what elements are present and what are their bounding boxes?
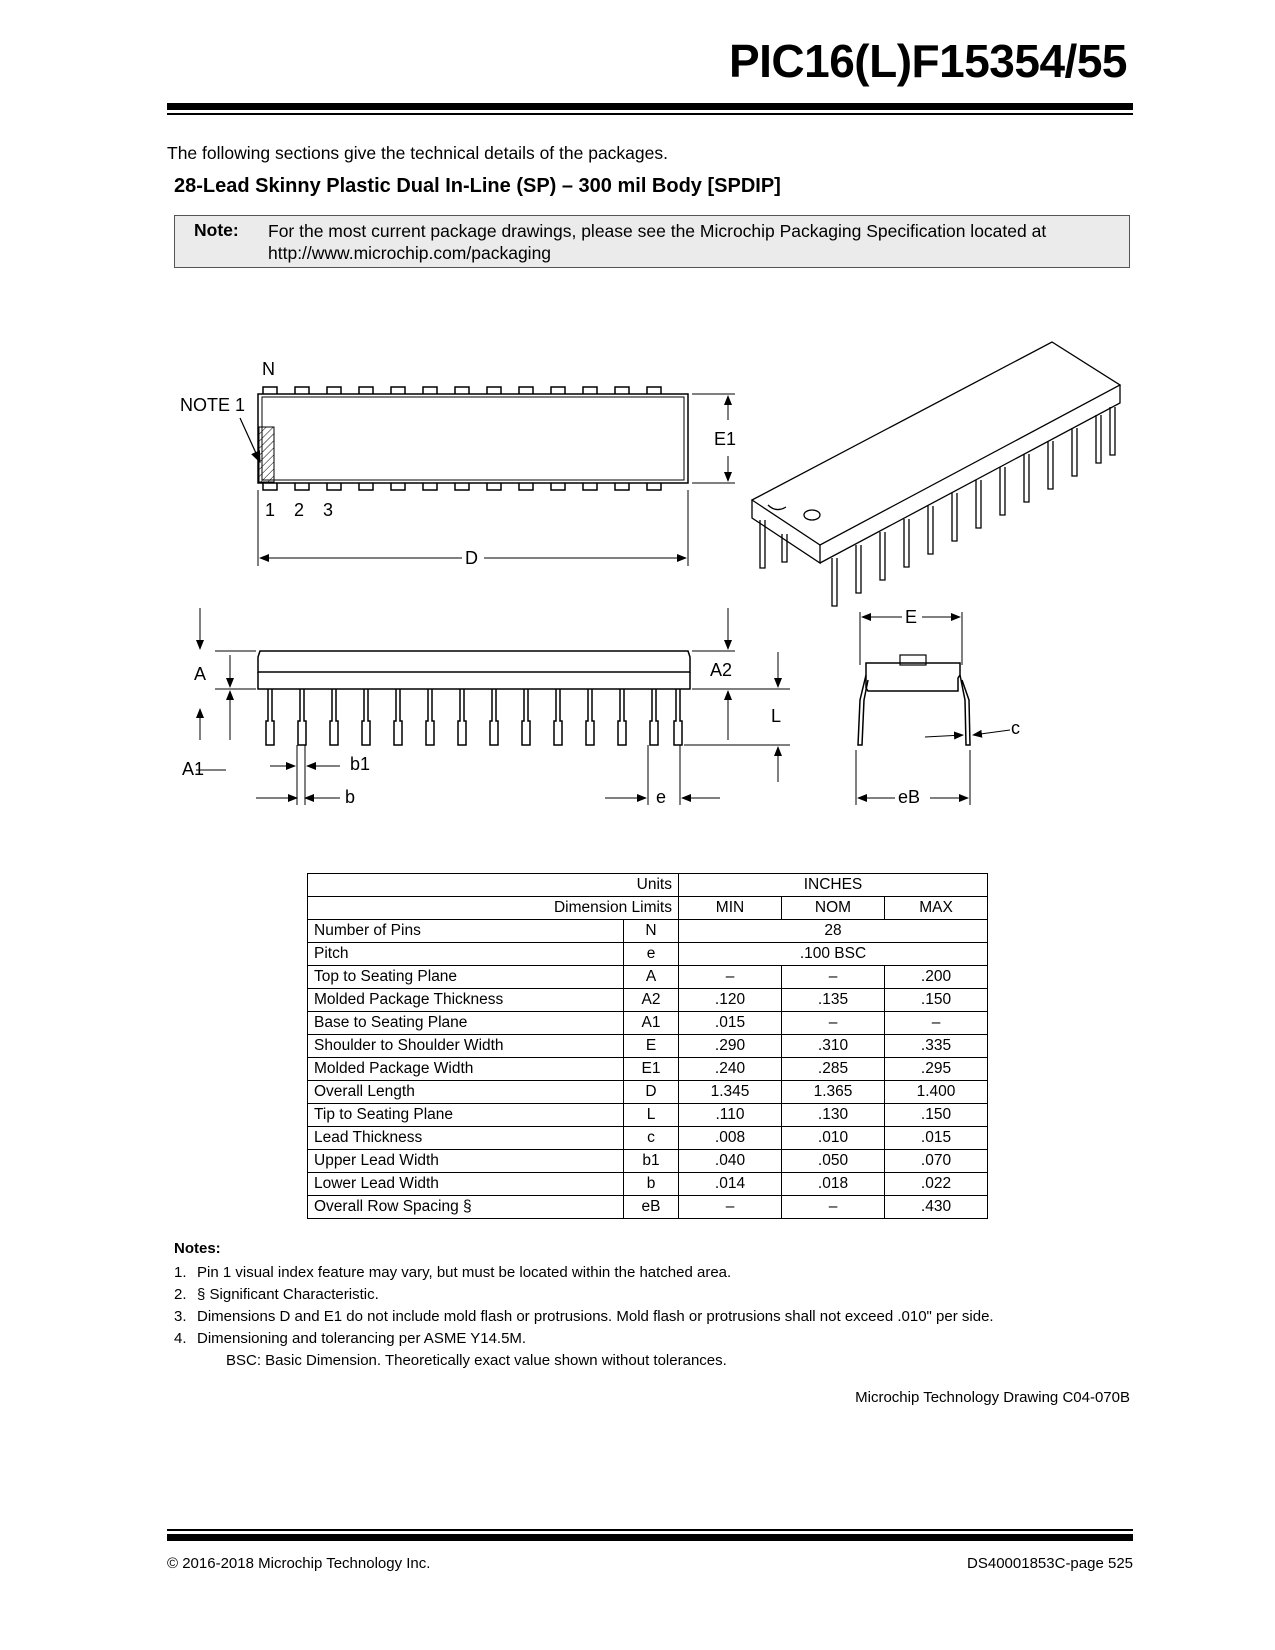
dimension-symbol: E xyxy=(624,1035,679,1058)
dimension-symbol: A1 xyxy=(624,1012,679,1035)
dimension-name: Tip to Seating Plane xyxy=(308,1104,624,1127)
label-b: b xyxy=(345,787,356,807)
table-row xyxy=(308,1127,988,1150)
dimension-max: .200 xyxy=(885,966,988,989)
dimension-name: Top to Seating Plane xyxy=(308,966,624,989)
dimension-symbol: N xyxy=(624,920,679,943)
dimension-nom: .135 xyxy=(782,989,885,1012)
dimension-max: .150 xyxy=(885,989,988,1012)
label-a: A xyxy=(194,664,207,684)
dimension-min: .120 xyxy=(679,989,782,1012)
dimension-symbol: b xyxy=(624,1173,679,1196)
label-pin3: 3 xyxy=(323,500,334,520)
note-item xyxy=(174,1328,994,1350)
dimension-value: .100 BSC xyxy=(679,943,988,966)
dimension-min: – xyxy=(679,1196,782,1219)
note-text: For the most current package drawings, please see the Microchip Packaging Specification located at http://www.microchip.com/packaging xyxy=(268,221,1047,263)
dimension-symbol: D xyxy=(624,1081,679,1104)
bsc-note: BSC: Basic Dimension. Theoretically exact value shown without tolerances. xyxy=(226,1352,727,1369)
dimension-name: Overall Length xyxy=(308,1081,624,1104)
top-view xyxy=(240,387,735,566)
dimension-symbol: b1 xyxy=(624,1150,679,1173)
label-e1: E1 xyxy=(714,429,737,449)
dimension-name: Molded Package Thickness xyxy=(308,989,624,1012)
note-item xyxy=(174,1284,994,1306)
intro-text: The following sections give the technical details of the packages. xyxy=(167,143,668,163)
dimension-name: Pitch xyxy=(308,943,624,966)
dimension-max: – xyxy=(885,1012,988,1035)
dimension-max: .070 xyxy=(885,1150,988,1173)
dimension-nom: .018 xyxy=(782,1173,885,1196)
dimension-max: .295 xyxy=(885,1058,988,1081)
limits-label: Dimension Limits xyxy=(308,897,679,920)
note-number: 1. xyxy=(174,1264,187,1281)
dimension-nom: .050 xyxy=(782,1150,885,1173)
dimension-name: Molded Package Width xyxy=(308,1058,624,1081)
side-view xyxy=(196,608,790,805)
min-header: MIN xyxy=(679,897,782,920)
label-n: N xyxy=(262,359,275,379)
dimension-nom: – xyxy=(782,966,885,989)
note-item xyxy=(174,1262,994,1284)
label-l: L xyxy=(771,706,782,726)
table-row xyxy=(308,1058,988,1081)
note-label: Note: xyxy=(194,220,239,240)
dimension-max: 1.400 xyxy=(885,1081,988,1104)
note-text: Dimensions D and E1 do not include mold flash or protrusions. Mold flash or protrusions shall not exceed .010" per side. xyxy=(197,1308,994,1325)
table-row xyxy=(308,1081,988,1104)
dimensions-table xyxy=(307,873,988,1219)
table-row xyxy=(308,943,988,966)
table-row xyxy=(308,989,988,1012)
max-header: MAX xyxy=(885,897,988,920)
note-box xyxy=(174,215,1130,268)
dimension-symbol: eB xyxy=(624,1196,679,1219)
table-row xyxy=(308,920,988,943)
dimension-name: Overall Row Spacing § xyxy=(308,1196,624,1219)
units-label: Units xyxy=(308,874,679,897)
label-a2: A2 xyxy=(710,660,733,680)
dimension-max: .015 xyxy=(885,1127,988,1150)
dimension-name: Lower Lead Width xyxy=(308,1173,624,1196)
dimension-symbol: A xyxy=(624,966,679,989)
dimension-nom: .130 xyxy=(782,1104,885,1127)
dimension-min: 1.345 xyxy=(679,1081,782,1104)
table-row xyxy=(308,1196,988,1219)
section-heading: 28-Lead Skinny Plastic Dual In-Line (SP) – 300 mil Body [SPDIP] xyxy=(174,175,781,197)
note-number: 2. xyxy=(174,1286,187,1303)
dimension-name: Shoulder to Shoulder Width xyxy=(308,1035,624,1058)
label-pin2: 2 xyxy=(294,500,305,520)
dimension-name: Base to Seating Plane xyxy=(308,1012,624,1035)
dimension-nom: .310 xyxy=(782,1035,885,1058)
label-c: c xyxy=(1011,718,1020,738)
dimension-min: .040 xyxy=(679,1150,782,1173)
package-drawing xyxy=(0,330,1275,820)
dimension-name: Lead Thickness xyxy=(308,1127,624,1150)
dimension-max: .150 xyxy=(885,1104,988,1127)
dimension-max: .022 xyxy=(885,1173,988,1196)
label-a1: A1 xyxy=(182,759,205,779)
dimension-max: .335 xyxy=(885,1035,988,1058)
table-header-row xyxy=(308,874,988,897)
header-rule-thin xyxy=(167,113,1133,115)
dimension-value: 28 xyxy=(679,920,988,943)
isometric-view xyxy=(752,342,1120,606)
label-b1: b1 xyxy=(350,754,371,774)
footer-page-number: DS40001853C-page 525 xyxy=(967,1555,1133,1572)
dimension-symbol: e xyxy=(624,943,679,966)
note-text: Dimensioning and tolerancing per ASME Y14.5M. xyxy=(197,1330,527,1347)
nom-header: NOM xyxy=(782,897,885,920)
note-text: Pin 1 visual index feature may vary, but must be located within the hatched area. xyxy=(197,1264,732,1281)
label-pin1: 1 xyxy=(265,500,276,520)
label-e-pitch: e xyxy=(656,787,667,807)
label-e: E xyxy=(905,607,918,627)
table-header-row xyxy=(308,897,988,920)
label-note1: NOTE 1 xyxy=(180,395,246,415)
dimension-nom: – xyxy=(782,1196,885,1219)
note-number: 4. xyxy=(174,1330,187,1347)
page-title: PIC16(L)F15354/55 xyxy=(728,35,1127,87)
note-text: § Significant Characteristic. xyxy=(197,1286,379,1303)
notes-heading: Notes: xyxy=(174,1240,221,1257)
dimension-symbol: c xyxy=(624,1127,679,1150)
dimension-min: .014 xyxy=(679,1173,782,1196)
end-view xyxy=(856,612,1010,805)
dimension-nom: 1.365 xyxy=(782,1081,885,1104)
dimension-name: Number of Pins xyxy=(308,920,624,943)
dimension-nom: .285 xyxy=(782,1058,885,1081)
drawing-reference: Microchip Technology Drawing C04-070B xyxy=(855,1389,1130,1406)
dimension-min: – xyxy=(679,966,782,989)
dimension-name: Upper Lead Width xyxy=(308,1150,624,1173)
note-item xyxy=(174,1306,994,1328)
dimension-max: .430 xyxy=(885,1196,988,1219)
label-eb: eB xyxy=(898,787,921,807)
table-row xyxy=(308,1035,988,1058)
dimension-min: .015 xyxy=(679,1012,782,1035)
table-row xyxy=(308,966,988,989)
header-rule xyxy=(167,103,1133,110)
dimension-symbol: L xyxy=(624,1104,679,1127)
table-row xyxy=(308,1104,988,1127)
table-row xyxy=(308,1150,988,1173)
dimension-nom: – xyxy=(782,1012,885,1035)
units-value: INCHES xyxy=(679,874,988,897)
footer-rule-thin xyxy=(167,1529,1133,1531)
note-number: 3. xyxy=(174,1308,187,1325)
dimension-symbol: A2 xyxy=(624,989,679,1012)
footer-rule xyxy=(167,1534,1133,1541)
dimension-min: .008 xyxy=(679,1127,782,1150)
dimension-min: .290 xyxy=(679,1035,782,1058)
label-d: D xyxy=(465,548,478,568)
table-row xyxy=(308,1012,988,1035)
dimension-min: .240 xyxy=(679,1058,782,1081)
table-row xyxy=(308,1173,988,1196)
dimension-symbol: E1 xyxy=(624,1058,679,1081)
footer-copyright: © 2016-2018 Microchip Technology Inc. xyxy=(167,1555,431,1572)
dimension-nom: .010 xyxy=(782,1127,885,1150)
dimension-min: .110 xyxy=(679,1104,782,1127)
notes-list xyxy=(174,1262,994,1350)
